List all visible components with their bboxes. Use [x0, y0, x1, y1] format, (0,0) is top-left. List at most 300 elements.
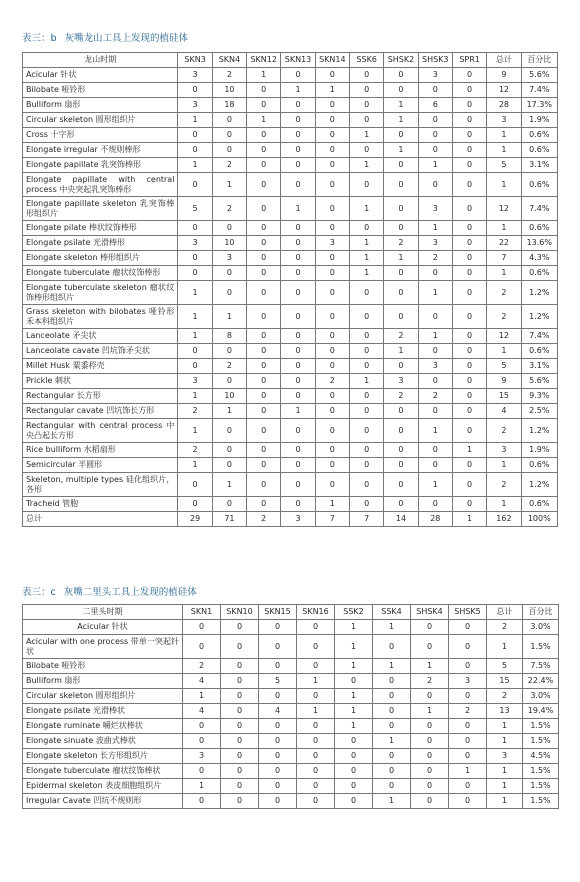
table-cell: 12	[487, 329, 521, 344]
row-label: Acicular with one process 带单一突起针状	[23, 635, 183, 659]
table-cell: 0	[281, 389, 315, 404]
table-cell: 1	[183, 779, 221, 794]
table-cell: 1	[281, 197, 315, 221]
table-row	[23, 419, 558, 443]
table-cell: 0	[335, 734, 373, 749]
header-column: 百分比	[523, 605, 559, 620]
table-cell: 0	[384, 473, 418, 497]
table-cell: 0	[297, 749, 335, 764]
table-cell: 3	[183, 749, 221, 764]
header-row	[23, 605, 559, 620]
table-cell: 0	[373, 749, 411, 764]
table-cell: 1	[384, 98, 418, 113]
table-cell: 0	[418, 443, 452, 458]
table-cell: 3	[418, 236, 452, 251]
table-cell: 0	[178, 221, 212, 236]
table-row	[23, 236, 558, 251]
table-cell: 0	[350, 404, 384, 419]
table-cell: 0	[452, 128, 486, 143]
table-cell: 1	[452, 512, 486, 527]
table-cell: 0	[297, 734, 335, 749]
row-label: Rectangular cavate 凹坑饰长方形	[23, 404, 178, 419]
table-cell: 0.6%	[521, 497, 557, 512]
table-cell: 1	[350, 197, 384, 221]
table-cell: 0	[178, 359, 212, 374]
table-cell: 0	[247, 98, 281, 113]
table-cell: 0	[281, 329, 315, 344]
table-cell: 0	[247, 473, 281, 497]
table-cell: 0	[212, 221, 246, 236]
table-cell: 4	[487, 404, 521, 419]
table-cell: 0	[178, 473, 212, 497]
table-cell: 0.6%	[521, 143, 557, 158]
table-cell: 0	[350, 419, 384, 443]
table-cell: 0	[315, 251, 349, 266]
table-cell: 0	[452, 389, 486, 404]
table-cell: 1.5%	[523, 734, 559, 749]
table-cell: 2	[487, 419, 521, 443]
table-row	[23, 443, 558, 458]
table-cell: 0	[259, 659, 297, 674]
table-cell: 0	[452, 266, 486, 281]
table-cell: 0	[452, 98, 486, 113]
table-cell: 1	[487, 719, 523, 734]
header-column: SKN3	[178, 53, 212, 68]
table-cell: 0	[281, 281, 315, 305]
table-cell: 10	[212, 236, 246, 251]
table-cell: 1	[178, 329, 212, 344]
table-row	[23, 458, 558, 473]
table-cell: 0	[449, 659, 487, 674]
table-cell: 29	[178, 512, 212, 527]
table-cell: 3.1%	[521, 158, 557, 173]
table-cell: 0	[350, 458, 384, 473]
table-cell: 0	[384, 305, 418, 329]
table-cell: 0	[281, 143, 315, 158]
table-cell: 2	[487, 305, 521, 329]
table-cell: 0	[178, 173, 212, 197]
table-cell: 0	[247, 83, 281, 98]
header-column: SKN16	[297, 605, 335, 620]
table-cell: 0	[247, 158, 281, 173]
table-cell: 0.6%	[521, 266, 557, 281]
table-cell: 100%	[521, 512, 557, 527]
table-cell: 1	[487, 266, 521, 281]
table-cell: 19.4%	[523, 704, 559, 719]
table-cell: 0	[350, 305, 384, 329]
row-label: Elongate tuberculate skeleton 瘤状纹饰棒形组织片	[23, 281, 178, 305]
table-cell: 0	[449, 779, 487, 794]
table-cell: 1	[335, 704, 373, 719]
row-label: Circular skeleton 圆形组织片	[23, 689, 183, 704]
table-cell: 0	[259, 620, 297, 635]
table-cell: 0	[178, 251, 212, 266]
table-cell: 5	[487, 359, 521, 374]
table-cell: 0	[281, 443, 315, 458]
table-cell: 1.5%	[523, 635, 559, 659]
table-cell: 0	[247, 374, 281, 389]
table-cell: 1	[315, 497, 349, 512]
table-cell: 0	[315, 419, 349, 443]
table-cell: 5	[178, 197, 212, 221]
table-cell: 12	[487, 83, 521, 98]
table-cell: 0.6%	[521, 458, 557, 473]
table-cell: 0	[259, 689, 297, 704]
table-cell: 0	[350, 68, 384, 83]
table-cell: 0	[373, 689, 411, 704]
table-cell: 17.3%	[521, 98, 557, 113]
table-cell: 0	[452, 236, 486, 251]
table-cell: 1	[350, 374, 384, 389]
table-cell: 0	[418, 305, 452, 329]
table-row	[23, 404, 558, 419]
table-cell: 0	[411, 689, 449, 704]
table-cell: 0	[221, 794, 259, 809]
table-cell: 0	[221, 689, 259, 704]
table-cell: 0	[247, 197, 281, 221]
row-label: Semicircular 半圆形	[23, 458, 178, 473]
header-column: SKN14	[315, 53, 349, 68]
table-cell: 0	[452, 404, 486, 419]
table-cell: 0	[315, 404, 349, 419]
table-cell: 5	[487, 659, 523, 674]
table-cell: 0	[335, 674, 373, 689]
table-cell: 0	[297, 659, 335, 674]
table-cell: 0	[247, 359, 281, 374]
table-cell: 3	[178, 374, 212, 389]
table-cell: 0	[221, 749, 259, 764]
table-cell: 1	[487, 344, 521, 359]
table-cell: 0	[315, 197, 349, 221]
table-cell: 4	[259, 704, 297, 719]
table-cell: 1	[373, 620, 411, 635]
table-cell: 0	[212, 443, 246, 458]
table-cell: 0	[350, 443, 384, 458]
table-cell: 0	[315, 305, 349, 329]
table-cell: 0	[411, 719, 449, 734]
row-label: Elongate irregular 不规则棒形	[23, 143, 178, 158]
table-cell: 0	[335, 764, 373, 779]
table-cell: 1	[178, 158, 212, 173]
table-cell: 7	[315, 512, 349, 527]
table-cell: 1	[178, 389, 212, 404]
table-cell: 0	[183, 734, 221, 749]
table-cell: 1	[487, 764, 523, 779]
row-label: Elongate skeleton 棒形组织片	[23, 251, 178, 266]
table-cell: 0	[452, 374, 486, 389]
table-cell: 0	[373, 704, 411, 719]
table-cell: 0	[335, 779, 373, 794]
table-cell: 0	[183, 719, 221, 734]
row-label: Lanceolate cavate 凹坑饰矛尖状	[23, 344, 178, 359]
table-cell: 1.9%	[521, 443, 557, 458]
table-cell: 7	[350, 512, 384, 527]
table-cell: 1.5%	[523, 719, 559, 734]
table-cell: 1	[418, 221, 452, 236]
table-cell: 0	[178, 344, 212, 359]
header-column: SPR1	[452, 53, 486, 68]
table-cell: 1.2%	[521, 419, 557, 443]
table-cell: 1	[384, 143, 418, 158]
table-row	[23, 173, 558, 197]
table-cell: 0.6%	[521, 128, 557, 143]
table-cell: 1	[350, 251, 384, 266]
table-cell: 1	[418, 419, 452, 443]
table-cell: 0	[449, 635, 487, 659]
header-column: SKN15	[259, 605, 297, 620]
table-cell: 1	[350, 236, 384, 251]
table-cell: 0	[350, 113, 384, 128]
table-cell: 1.5%	[523, 764, 559, 779]
table-cell: 1	[384, 251, 418, 266]
table-cell: 4.5%	[523, 749, 559, 764]
table-cell: 0	[247, 281, 281, 305]
table-cell: 0	[350, 221, 384, 236]
table-row	[23, 113, 558, 128]
table-cell: 2	[449, 704, 487, 719]
row-label: Elongate ruminate 嚼烂状棒状	[23, 719, 183, 734]
table-cell: 0	[449, 689, 487, 704]
table-cell: 0	[221, 620, 259, 635]
table-cell: 3	[281, 512, 315, 527]
table-cell: 4.3%	[521, 251, 557, 266]
row-label: Acicular 针状	[23, 68, 178, 83]
table-cell: 0	[449, 749, 487, 764]
row-label: Lanceolate 矛尖状	[23, 329, 178, 344]
table-cell: 0	[178, 83, 212, 98]
table-cell: 8	[212, 329, 246, 344]
table-cell: 0	[183, 764, 221, 779]
table-cell: 0	[411, 734, 449, 749]
table-cell: 3	[487, 749, 523, 764]
table-cell: 0	[183, 794, 221, 809]
table-cell: 0	[315, 113, 349, 128]
row-label: Irregular Cavate 凹坑不规则形	[23, 794, 183, 809]
table-cell: 1	[487, 497, 521, 512]
table-cell: 0	[452, 329, 486, 344]
table-cell: 2	[487, 473, 521, 497]
row-label: Cross 十字形	[23, 128, 178, 143]
table-cell: 0	[281, 98, 315, 113]
row-label: Elongate skeleton 长方形组织片	[23, 749, 183, 764]
table-cell: 0	[297, 635, 335, 659]
table-row	[23, 689, 559, 704]
table-cell: 0	[452, 83, 486, 98]
table-cell: 3	[384, 374, 418, 389]
table-c-caption-label: 表三：c	[22, 587, 56, 598]
table-cell: 0	[384, 281, 418, 305]
table-cell: 2	[418, 251, 452, 266]
table-cell: 0	[350, 329, 384, 344]
table-cell: 0	[384, 458, 418, 473]
header-column: SKN1	[183, 605, 221, 620]
table-cell: 1	[183, 689, 221, 704]
table-cell: 0	[350, 281, 384, 305]
table-cell: 0	[178, 497, 212, 512]
table-cell: 1	[487, 128, 521, 143]
table-cell: 0	[212, 344, 246, 359]
table-cell: 0	[247, 458, 281, 473]
header-column: SSK4	[373, 605, 411, 620]
table-row	[23, 68, 558, 83]
table-cell: 0	[281, 374, 315, 389]
row-label: Skeleton, multiple types 硅化组织片，各形	[23, 473, 178, 497]
table-cell: 2	[178, 404, 212, 419]
table-cell: 0	[452, 497, 486, 512]
table-cell: 0	[212, 113, 246, 128]
table-cell: 0	[350, 473, 384, 497]
row-label: Elongate papillate skeleton 乳突饰棒形组织片	[23, 197, 178, 221]
table-cell: 0	[350, 359, 384, 374]
table-cell: 0	[384, 497, 418, 512]
table-cell: 0	[449, 794, 487, 809]
table-cell: 1	[212, 305, 246, 329]
table-cell: 0	[281, 473, 315, 497]
table-cell: 0	[183, 620, 221, 635]
header-column: SKN10	[221, 605, 259, 620]
table-cell: 22.4%	[523, 674, 559, 689]
table-cell: 13.6%	[521, 236, 557, 251]
table-cell: 1	[418, 281, 452, 305]
row-label: Rectangular 长方形	[23, 389, 178, 404]
table-cell: 0	[418, 497, 452, 512]
table-cell: 0	[221, 674, 259, 689]
table-cell: 1	[373, 794, 411, 809]
table-cell: 0	[373, 719, 411, 734]
table-cell: 0	[259, 764, 297, 779]
table-row	[23, 266, 558, 281]
row-label: Grass skeleton with bilobates 哑铃形禾本科组织片	[23, 305, 178, 329]
table-cell: 2	[384, 236, 418, 251]
table-cell: 1	[281, 83, 315, 98]
table-row	[23, 779, 559, 794]
table-cell: 0	[350, 143, 384, 158]
table-cell: 0	[183, 635, 221, 659]
table-cell: 0	[178, 266, 212, 281]
header-column: 总计	[487, 53, 521, 68]
header-column: SHSK4	[411, 605, 449, 620]
table-cell: 71	[212, 512, 246, 527]
table-cell: 1	[335, 719, 373, 734]
table-cell: 0	[315, 443, 349, 458]
table-cell: 0	[373, 674, 411, 689]
table-cell: 14	[384, 512, 418, 527]
table-cell: 1.9%	[521, 113, 557, 128]
table-cell: 0	[297, 620, 335, 635]
table-cell: 1	[212, 473, 246, 497]
row-label: Elongate tuberculate 瘤状纹饰棒状	[23, 764, 183, 779]
table-cell: 0	[247, 404, 281, 419]
table-cell: 0	[418, 458, 452, 473]
row-label: Bulliform 扇形	[23, 98, 178, 113]
table-cell: 0	[418, 113, 452, 128]
row-label: Acicular 针状	[23, 620, 183, 635]
table-cell: 0	[384, 158, 418, 173]
header-period: 二里头时期	[23, 605, 183, 620]
table-cell: 1	[487, 635, 523, 659]
table-cell: 0	[247, 497, 281, 512]
table-cell: 1	[315, 83, 349, 98]
table-cell: 2	[411, 674, 449, 689]
table-cell: 0	[411, 764, 449, 779]
table-cell: 1	[418, 158, 452, 173]
table-cell: 0	[247, 329, 281, 344]
table-cell: 2	[487, 689, 523, 704]
table-cell: 0	[452, 359, 486, 374]
header-column: SSK2	[335, 605, 373, 620]
table-cell: 0	[247, 221, 281, 236]
table-cell: 1	[178, 305, 212, 329]
table-cell: 0	[212, 419, 246, 443]
table-cell: 0	[418, 266, 452, 281]
table-cell: 0	[350, 344, 384, 359]
table-cell: 0	[315, 266, 349, 281]
table-cell: 0	[247, 236, 281, 251]
table-cell: 0	[315, 344, 349, 359]
table-cell: 1	[247, 68, 281, 83]
table-cell: 7.4%	[521, 197, 557, 221]
table-cell: 3.0%	[523, 620, 559, 635]
table-cell: 0	[411, 794, 449, 809]
table-cell: 0	[259, 719, 297, 734]
table-cell: 0	[315, 128, 349, 143]
table-row	[23, 98, 558, 113]
table-cell: 0.6%	[521, 344, 557, 359]
table-cell: 0	[259, 794, 297, 809]
table-cell: 0	[418, 374, 452, 389]
table-cell: 1.2%	[521, 305, 557, 329]
table-cell: 1	[487, 221, 521, 236]
row-label: Rice bulliform 水稻扇形	[23, 443, 178, 458]
table-cell: 0	[212, 128, 246, 143]
table-cell: 0	[281, 458, 315, 473]
table-cell: 1.5%	[523, 794, 559, 809]
table-cell: 13	[487, 704, 523, 719]
table-cell: 0	[315, 221, 349, 236]
table-cell: 1	[335, 659, 373, 674]
table-cell: 0	[350, 83, 384, 98]
table-cell: 7.4%	[521, 83, 557, 98]
table-row	[23, 305, 558, 329]
table-cell: 0	[350, 497, 384, 512]
table-cell: 0	[418, 143, 452, 158]
table-cell: 1.2%	[521, 473, 557, 497]
table-b-caption-title: 灰嘴龙山工具上发现的植硅体	[64, 33, 189, 44]
table-cell: 0	[178, 143, 212, 158]
table-cell: 0	[315, 458, 349, 473]
table-cell: 6	[418, 98, 452, 113]
table-cell: 0	[384, 128, 418, 143]
table-cell: 1	[212, 173, 246, 197]
table-cell: 0	[221, 779, 259, 794]
table-cell: 3.0%	[523, 689, 559, 704]
table-cell: 0	[315, 158, 349, 173]
table-cell: 0	[452, 221, 486, 236]
table-c	[22, 604, 559, 809]
table-cell: 2.5%	[521, 404, 557, 419]
table-cell: 3	[178, 68, 212, 83]
row-label: Rectangular with central process 中央凸起长方形	[23, 419, 178, 443]
table-cell: 1	[350, 266, 384, 281]
table-cell: 0	[221, 659, 259, 674]
table-cell: 2	[212, 68, 246, 83]
table-cell: 7.4%	[521, 329, 557, 344]
table-cell: 1	[384, 113, 418, 128]
table-cell: 15	[487, 389, 521, 404]
table-cell: 1	[350, 128, 384, 143]
row-label: Bulliform 扇形	[23, 674, 183, 689]
table-row	[23, 197, 558, 221]
